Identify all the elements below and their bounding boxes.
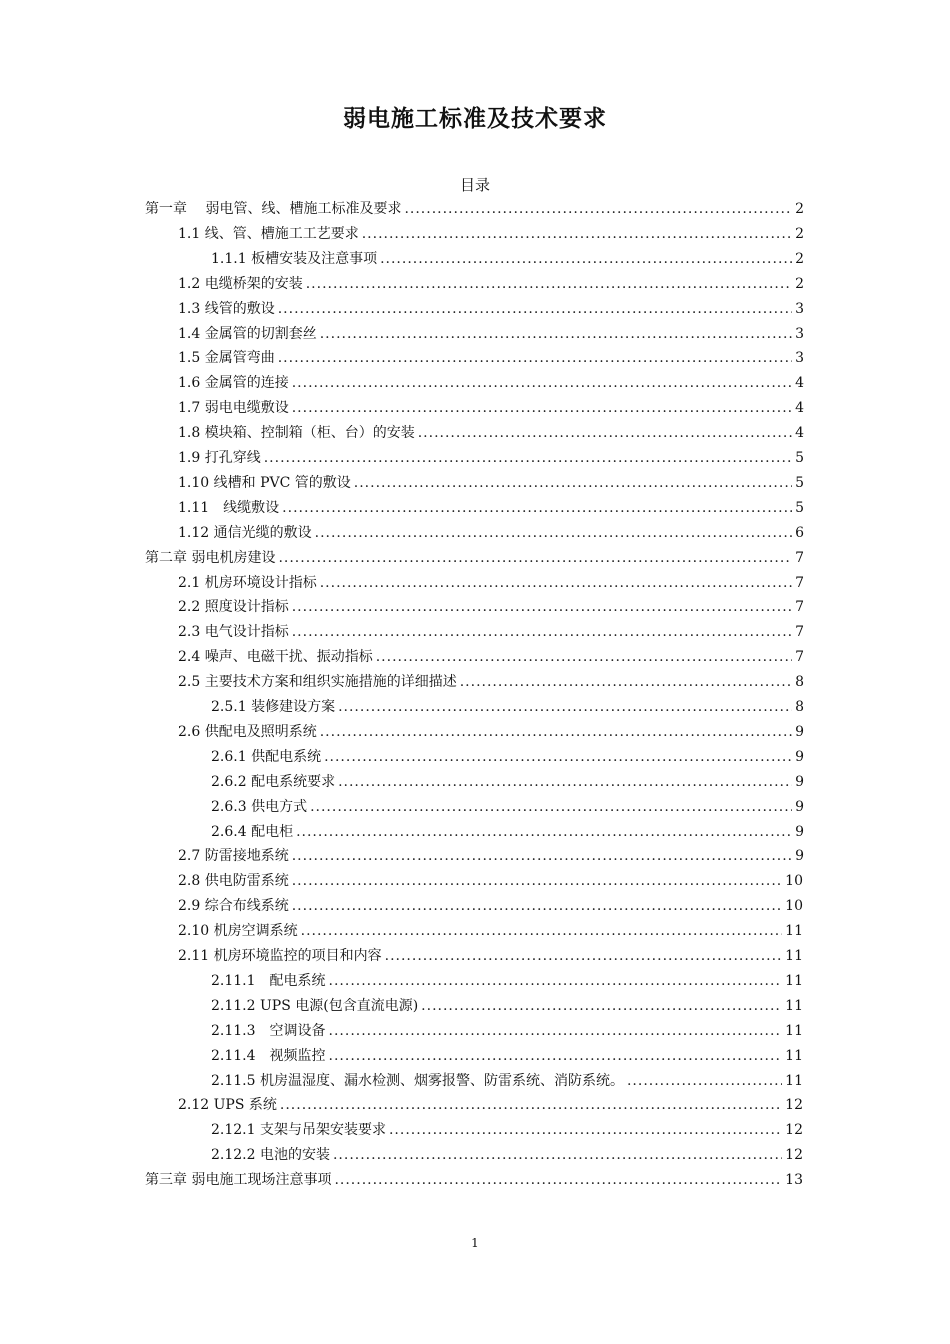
toc-entry-page: 5	[795, 450, 804, 466]
toc-entry[interactable]	[211, 970, 803, 995]
toc-entry[interactable]	[211, 796, 804, 821]
toc-entry-title: 1.7 弱电电缆敷设	[178, 400, 289, 417]
toc-entry[interactable]	[178, 397, 804, 422]
toc-entry-page: 9	[795, 748, 804, 765]
toc-entry-title: 2.11.1 配电系统	[211, 972, 326, 989]
toc-entry-title: 2.6 供配电及照明系统	[178, 723, 317, 740]
toc-entry-page: 8	[795, 699, 804, 715]
toc-entry-title: 1.11 线缆敷设	[178, 499, 280, 516]
toc-dot-leader	[282, 500, 792, 516]
toc-entry[interactable]	[178, 621, 804, 646]
toc-dot-leader	[329, 1048, 783, 1064]
toc-entry-page: 6	[795, 524, 804, 541]
toc-dot-leader	[333, 1147, 782, 1163]
toc-entry-page: 10	[785, 898, 803, 915]
toc-entry-title: 1.5 金属管弯曲	[178, 350, 275, 367]
toc-entry[interactable]	[178, 522, 804, 547]
toc-entry-title: 2.5.1 装修建设方案	[211, 699, 336, 715]
toc-entry[interactable]	[211, 1070, 803, 1095]
toc-entry-title: 2.11.3 空调设备	[211, 1022, 326, 1039]
toc-entry[interactable]	[211, 771, 804, 796]
toc-dot-leader	[292, 624, 792, 640]
toc-entry-page: 5	[795, 499, 804, 516]
toc-dot-leader	[292, 375, 792, 391]
toc-entry-title: 2.6.4 配电柜	[211, 823, 294, 840]
toc-entry-page: 4	[795, 400, 804, 417]
toc-entry[interactable]	[178, 721, 804, 746]
toc-entry-title: 1.3 线管的敷设	[178, 300, 275, 317]
toc-entry-title: 2.5 主要技术方案和组织实施措施的详细描述	[178, 674, 457, 691]
toc-entry-title: 1.8 模块箱、控制箱（柜、台）的安装	[178, 425, 415, 442]
toc-entry-page: 12	[785, 1097, 803, 1114]
toc-dot-leader	[338, 699, 792, 715]
toc-entry[interactable]	[178, 497, 804, 522]
toc-entry-title: 2.7 防雷接地系统	[178, 848, 289, 865]
toc-dot-leader	[354, 475, 792, 491]
toc-entry-page: 9	[795, 848, 804, 865]
toc-entry-title: 2.11 机房环境监控的项目和内容	[178, 948, 382, 964]
document-title: 弱电施工标准及技术要求	[343, 106, 607, 132]
toc-dot-leader	[278, 350, 792, 366]
toc-dot-leader	[385, 948, 783, 964]
toc-entry-title: 2.11.5 机房温湿度、漏水检测、烟雾报警、防雷系统、消防系统。	[211, 1072, 624, 1089]
toc-entry-page: 12	[785, 1122, 803, 1139]
toc-entry-page: 8	[795, 674, 804, 691]
toc-entry-title: 2.3 电气设计指标	[178, 624, 289, 641]
toc-entry[interactable]	[178, 945, 803, 970]
toc-dot-leader	[310, 799, 792, 815]
toc-entry[interactable]	[178, 572, 804, 597]
toc-entry-title: 第三章 弱电施工现场注意事项	[145, 1172, 332, 1189]
toc-dot-leader	[338, 774, 792, 790]
toc-entry[interactable]	[178, 372, 804, 397]
toc-entry[interactable]	[178, 920, 803, 945]
toc-entry[interactable]	[211, 696, 804, 721]
toc-dot-leader	[320, 326, 792, 342]
toc-entry-page: 2	[795, 275, 804, 292]
toc-entry-page: 11	[785, 923, 803, 940]
toc-entry[interactable]	[211, 746, 804, 771]
toc-entry-page: 11	[785, 1047, 803, 1064]
toc-entry[interactable]	[178, 422, 804, 447]
toc-entry[interactable]	[178, 472, 804, 497]
toc-entry-title: 1.4 金属管的切割套丝	[178, 325, 317, 342]
toc-entry-page: 3	[795, 325, 804, 342]
toc-entry-title: 1.6 金属管的连接	[178, 375, 289, 392]
toc-entry[interactable]	[178, 646, 804, 671]
toc-entry-page: 11	[785, 997, 803, 1014]
toc-entry-page: 4	[795, 425, 804, 442]
toc-entry-page: 4	[795, 375, 804, 392]
toc-entry-title: 2.1 机房环境设计指标	[178, 574, 317, 591]
toc-dot-leader	[627, 1073, 782, 1089]
toc-entry-title: 2.6.1 供配电系统	[211, 748, 322, 765]
toc-dot-leader	[460, 674, 792, 690]
toc-entry-page: 10	[785, 873, 803, 890]
toc-entry-title: 1.1 线、管、槽施工工艺要求	[178, 225, 359, 242]
toc-entry-page: 7	[795, 574, 804, 591]
toc-entry-title: 2.6.2 配电系统要求	[211, 773, 336, 790]
toc-dot-leader	[334, 1172, 782, 1188]
toc-heading: 目录	[459, 176, 490, 194]
toc-entry-title: 2.4 噪声、电磁干扰、振动指标	[178, 649, 373, 666]
toc-entry[interactable]	[178, 273, 804, 298]
toc-dot-leader	[292, 873, 782, 889]
toc-entry-title: 2.11.2 UPS 电源(包含直流电源)	[211, 997, 419, 1014]
toc-entry[interactable]	[178, 845, 804, 870]
toc-entry[interactable]	[178, 347, 804, 372]
toc-entry[interactable]	[178, 447, 804, 472]
toc-dot-leader	[389, 1122, 782, 1138]
toc-entry-title: 1.10 线槽和 PVC 管的敷设	[178, 474, 351, 491]
toc-dot-leader	[292, 400, 792, 416]
toc-entry-page: 7	[795, 549, 804, 566]
toc-entry-page: 13	[785, 1172, 803, 1189]
toc-dot-leader	[278, 301, 792, 317]
toc-entry[interactable]	[178, 671, 804, 696]
toc-dot-leader	[329, 1023, 783, 1039]
toc-entry-title: 2.6.3 供电方式	[211, 798, 308, 815]
toc-dot-leader	[306, 276, 792, 292]
page-number: 1	[471, 1236, 479, 1250]
toc-dot-leader	[292, 898, 782, 914]
toc-entry-title: 2.12.1 支架与吊架安装要求	[211, 1122, 386, 1139]
toc-dot-leader	[418, 425, 792, 441]
toc-entry[interactable]	[211, 1144, 803, 1169]
toc-dot-leader	[421, 998, 782, 1014]
toc-dot-leader	[280, 1097, 782, 1113]
toc-entry-page: 9	[795, 798, 804, 815]
toc-entry-page: 7	[795, 649, 804, 666]
toc-dot-leader	[404, 201, 792, 217]
toc-entry-page: 7	[795, 599, 804, 616]
toc-dot-leader	[315, 525, 792, 541]
toc-dot-leader	[324, 749, 792, 765]
toc-dot-leader	[376, 649, 792, 665]
toc-entry[interactable]	[178, 298, 804, 323]
toc-entry-page: 2	[795, 250, 804, 267]
toc-entry[interactable]	[178, 223, 804, 248]
toc-entry-page: 3	[795, 350, 804, 367]
toc-entry-page: 12	[785, 1147, 803, 1164]
toc-entry[interactable]	[178, 895, 803, 920]
toc-entry-title: 1.12 通信光缆的敷设	[178, 524, 312, 541]
toc-entry-title: 1.9 打孔穿线	[178, 450, 261, 466]
toc-dot-leader	[301, 923, 783, 939]
toc-entry-page: 9	[795, 723, 804, 740]
toc-entry[interactable]	[211, 995, 803, 1020]
toc-entry[interactable]	[145, 198, 804, 223]
toc-entry-title: 2.11.4 视频监控	[211, 1047, 326, 1064]
toc-entry[interactable]	[178, 1094, 803, 1119]
toc-dot-leader	[264, 450, 792, 466]
toc-entry-title: 2.9 综合布线系统	[178, 898, 289, 915]
toc-entry[interactable]	[211, 1045, 803, 1070]
toc-entry-page: 9	[795, 823, 804, 840]
toc-entry[interactable]	[145, 547, 804, 572]
toc-dot-leader	[320, 575, 792, 591]
toc-dot-leader	[329, 973, 783, 989]
toc-dot-leader	[296, 824, 792, 840]
toc-entry-page: 2	[795, 201, 804, 217]
toc-entry-title: 第二章 弱电机房建设	[145, 549, 276, 566]
toc-entry[interactable]	[145, 1169, 803, 1194]
toc-entry-page: 11	[785, 1022, 803, 1039]
toc-entry-page: 2	[795, 225, 804, 242]
toc-entry[interactable]	[211, 1119, 803, 1144]
toc-dot-leader	[362, 226, 792, 242]
toc-entry-title: 2.10 机房空调系统	[178, 923, 298, 940]
toc-entry-title: 2.2 照度设计指标	[178, 599, 289, 616]
toc-entry-page: 11	[785, 972, 803, 989]
toc-dot-leader	[320, 724, 792, 740]
toc-dot-leader	[380, 251, 792, 267]
toc-entry[interactable]	[178, 870, 803, 895]
toc-entry[interactable]	[178, 323, 804, 348]
toc-entry-page: 9	[795, 773, 804, 790]
toc-entry-page: 7	[795, 624, 804, 641]
toc-dot-leader	[292, 848, 792, 864]
toc-entry-title: 第一章 弱电管、线、槽施工标准及要求	[145, 201, 402, 217]
toc-entry-title: 2.12.2 电池的安装	[211, 1147, 330, 1164]
toc-entry-title: 1.1.1 板槽安装及注意事项	[211, 250, 378, 267]
toc-entry[interactable]	[211, 821, 804, 846]
toc-entry[interactable]	[211, 248, 804, 273]
toc-entry[interactable]	[211, 1020, 803, 1045]
toc-entry-page: 11	[785, 1072, 803, 1089]
toc-dot-leader	[292, 599, 792, 615]
toc-entry-page: 5	[795, 474, 804, 491]
toc-dot-leader	[278, 550, 792, 566]
toc-entry-title: 2.12 UPS 系统	[178, 1097, 277, 1114]
toc-entry-title: 1.2 电缆桥架的安装	[178, 275, 303, 292]
toc-entry-title: 2.8 供电防雷系统	[178, 873, 289, 890]
toc-entry-page: 3	[795, 300, 804, 317]
toc-entry-page: 11	[785, 948, 803, 964]
toc-entry[interactable]	[178, 596, 804, 621]
